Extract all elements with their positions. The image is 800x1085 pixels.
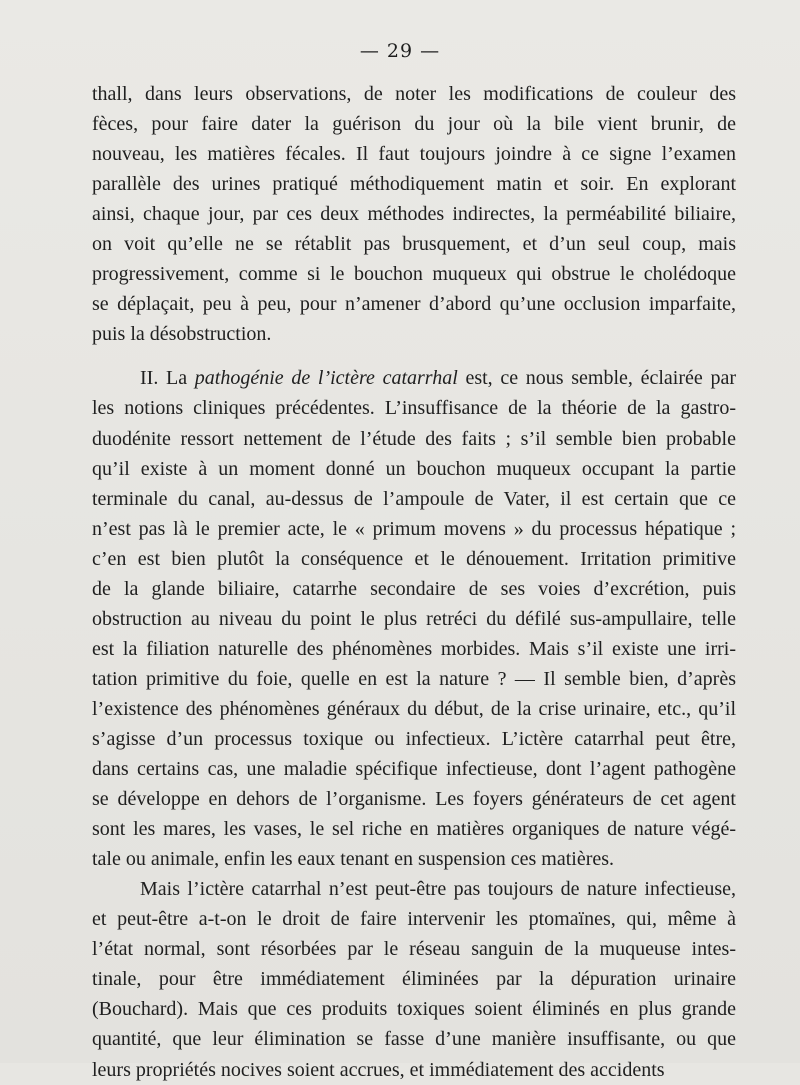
text-line: terminale du canal, au-dessus de l’ampoule de Vater, il est certain que ce	[92, 487, 736, 510]
paragraph-2	[92, 363, 736, 874]
text-line: puis la désobstruction.	[92, 323, 272, 346]
text-line: et peut-être a-t-on le droit de faire intervenir les ptomaïnes, qui, même à	[92, 908, 736, 931]
first-line-rest: est, ce nous semble, éclairée par	[457, 367, 736, 390]
text-line: thall, dans leurs observations, de noter les modifications de couleur des	[92, 83, 736, 105]
text-line: l’existence des phénomènes généraux du début, de la crise urinaire, etc., qu’il	[92, 697, 736, 720]
text-line: se déplaçait, peu à peu, pour n’amener d’abord qu’une occlusion imparfaite,	[92, 293, 736, 316]
page-number: — 29 —	[359, 40, 441, 62]
text-line: est la filiation naturelle des phénomènes morbides. Mais s’il existe une irri-	[92, 637, 736, 660]
text-line: sont les mares, les vases, le sel riche en matières organiques de nature végé-	[92, 818, 736, 841]
text-line: Mais l’ictère catarrhal n’est peut-être pas toujours de nature infectieuse,	[140, 878, 736, 901]
paragraph-1	[92, 79, 736, 349]
paragraph-2-first-line	[92, 363, 736, 393]
text-line: (Bouchard). Mais que ces produits toxiques soient éliminés en plus grande	[92, 998, 736, 1021]
text-line: tale ou animale, enfin les eaux tenant en suspension ces matières.	[92, 848, 615, 871]
text-line: duodénite ressort nettement de l’étude des faits ; s’il semble bien probable	[92, 427, 736, 450]
text-line: parallèle des urines pratiqué méthodiquement matin et soir. En explorant	[92, 173, 736, 196]
text-line: quantité, que leur élimination se fasse d’une manière insuffisante, ou que	[92, 1028, 736, 1051]
text-line: qu’il existe à un moment donné un bouchon muqueux occupant la partie	[92, 457, 736, 480]
text-line: obstruction au niveau du point le plus retréci du défilé sus-ampullaire, telle	[92, 607, 736, 630]
text-line: tinale, pour être immédiatement éliminées par la dépuration urinaire	[92, 968, 736, 991]
text-line: les notions cliniques précédentes. L’insuffisance de la théorie de la gastro-	[92, 397, 736, 420]
text-line: on voit qu’elle ne se rétablit pas brusquement, et d’un seul coup, mais	[92, 233, 736, 256]
text-line: n’est pas là le premier acte, le « primum movens » du processus hépatique ;	[92, 517, 736, 540]
body-text	[92, 79, 736, 1085]
text-line: tation primitive du foie, quelle en est la nature ? — Il semble bien, d’après	[92, 667, 736, 690]
text-line: l’état normal, sont résorbées par le réseau sanguin de la muqueuse intes-	[92, 938, 736, 961]
italic-phrase: pathogénie de l’ictère catarrhal	[194, 367, 458, 390]
text-line: nouveau, les matières fécales. Il faut toujours joindre à ce signe l’examen	[92, 143, 736, 166]
section-number: II. La	[140, 367, 195, 390]
text-line: dans certains cas, une maladie spécifique infectieuse, dont l’agent pathogène	[92, 758, 736, 781]
text-line: se développe en dehors de l’organisme. Les foyers générateurs de cet agent	[92, 788, 736, 811]
text-line: c’en est bien plutôt la conséquence et le dénouement. Irritation primitive	[92, 547, 736, 570]
paragraph-3	[92, 874, 736, 1084]
text-line: s’agisse d’un processus toxique ou infectieux. L’ictère catarrhal peut être,	[92, 727, 736, 750]
text-line: progressivement, comme si le bouchon muqueux qui obstrue le cholédoque	[92, 263, 736, 286]
text-line: ainsi, chaque jour, par ces deux méthodes indirectes, la perméabilité biliaire,	[92, 203, 736, 226]
text-line: fèces, pour faire dater la guérison du jour où la bile vient brunir, de	[92, 113, 736, 136]
text-line: leurs propriétés nocives soient accrues, et immédiatement des accidents	[92, 1058, 665, 1081]
text-line: de la glande biliaire, catarrhe secondaire de ses voies d’excrétion, puis	[92, 577, 736, 600]
